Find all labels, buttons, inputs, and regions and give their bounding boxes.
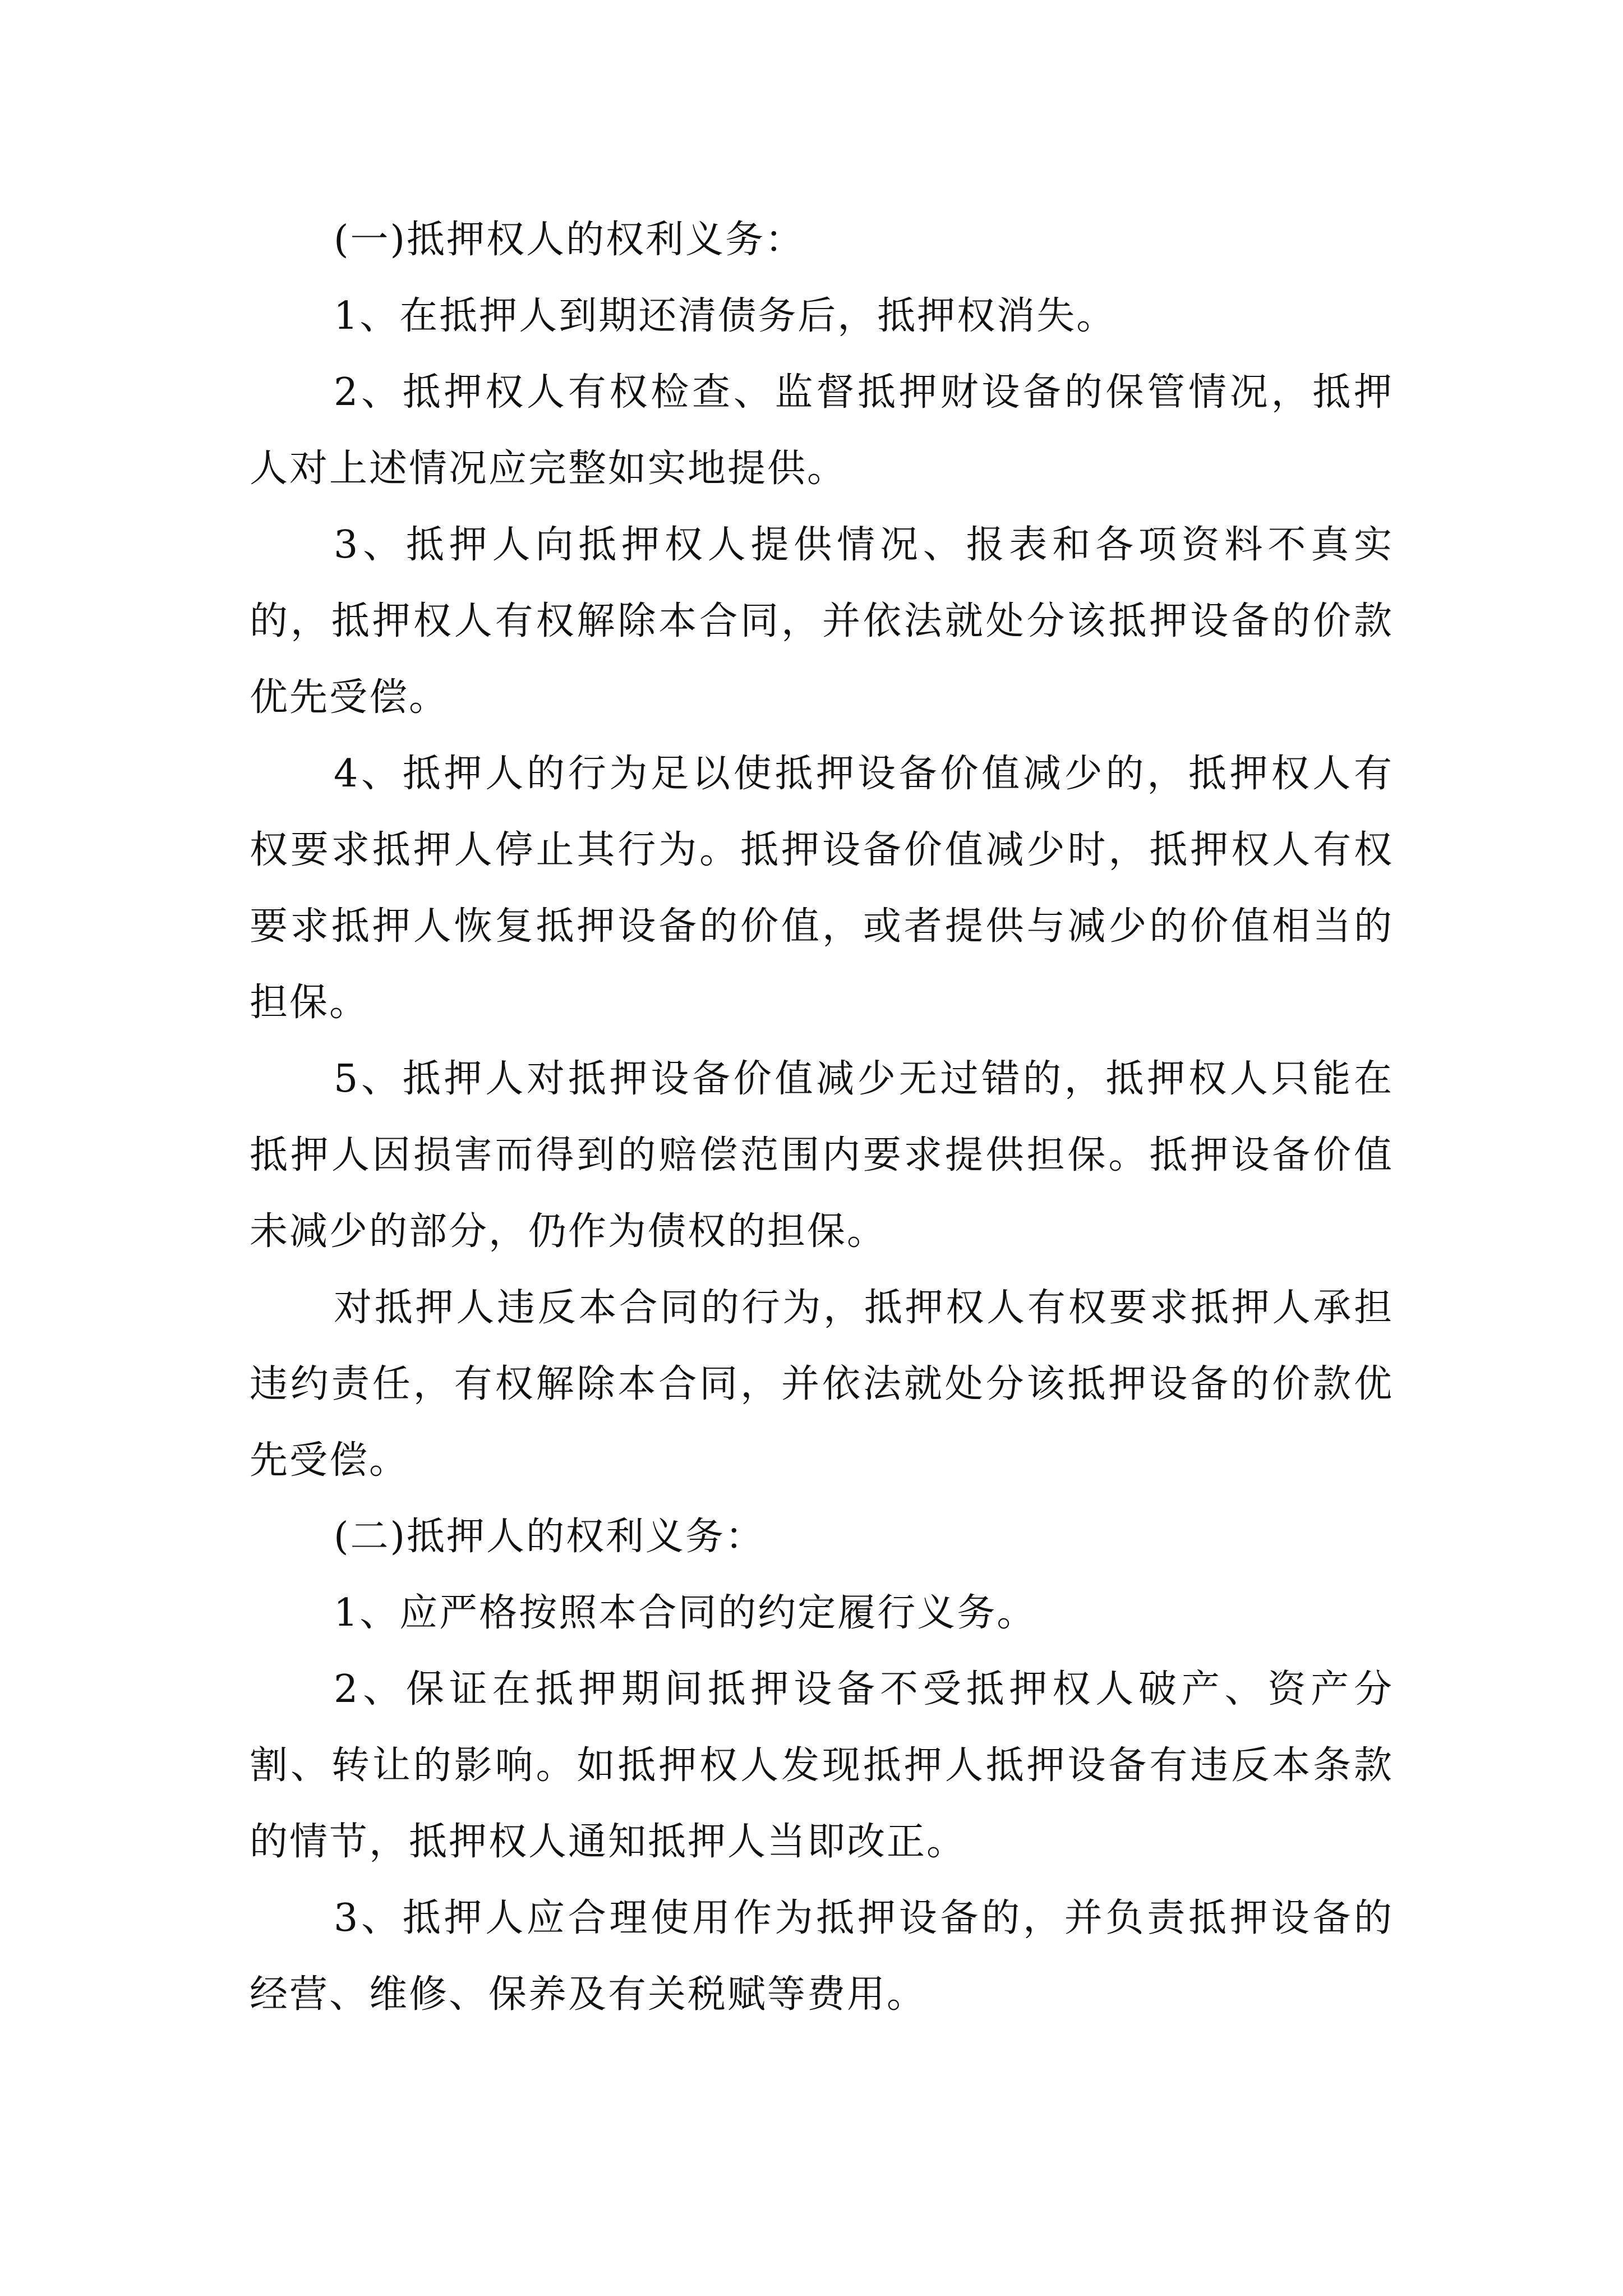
- paragraph: 4、抵押人的行为足以使抵押设备价值减少的，抵押权人有权要求抵押人停止其行为。抵押设备价值减少时，抵押权人有权要求抵押人恢复抵押设备的价值，或者提供与减少的价值相当的担保。: [250, 752, 1394, 1025]
- paragraph: 2、保证在抵押期间抵押设备不受抵押权人破产、资产分割、转让的影响。如抵押权人发现抵押人抵押设备有违反本条款的情节，抵押权人通知抵押人当即改正。: [250, 1667, 1394, 1864]
- paragraph: 2、抵押权人有权检查、监督抵押财设备的保管情况，抵押人对上述情况应完整如实地提供。: [250, 370, 1394, 491]
- section-heading-mortgagee: (一)抵押权人的权利义务：: [334, 218, 805, 262]
- paragraph: 3、抵押人应合理使用作为抵押设备的，并负责抵押设备的经营、维修、保养及有关税赋等费用。: [250, 1896, 1394, 2017]
- paragraph: 1、应严格按照本合同的约定履行义务。: [334, 1591, 1037, 1635]
- paragraph: 对抵押人违反本合同的行为，抵押权人有权要求抵押人承担违约责任，有权解除本合同，并依法就处分该抵押设备的价款优先受偿。: [250, 1286, 1394, 1483]
- section-heading-mortgagor: (二)抵押人的权利义务：: [334, 1515, 766, 1559]
- paragraph: 5、抵押人对抵押设备价值减少无过错的，抵押权人只能在抵押人因损害而得到的赔偿范围内要求提供担保。抵押设备价值未减少的部分，仍作为债权的担保。: [250, 1057, 1394, 1254]
- paragraph: 3、抵押人向抵押权人提供情况、报表和各项资料不真实的，抵押权人有权解除本合同，并依法就处分该抵押设备的价款优先受偿。: [250, 523, 1394, 720]
- document-body: [250, 202, 1394, 2033]
- paragraph: 1、在抵押人到期还清债务后，抵押权消失。: [334, 294, 1117, 338]
